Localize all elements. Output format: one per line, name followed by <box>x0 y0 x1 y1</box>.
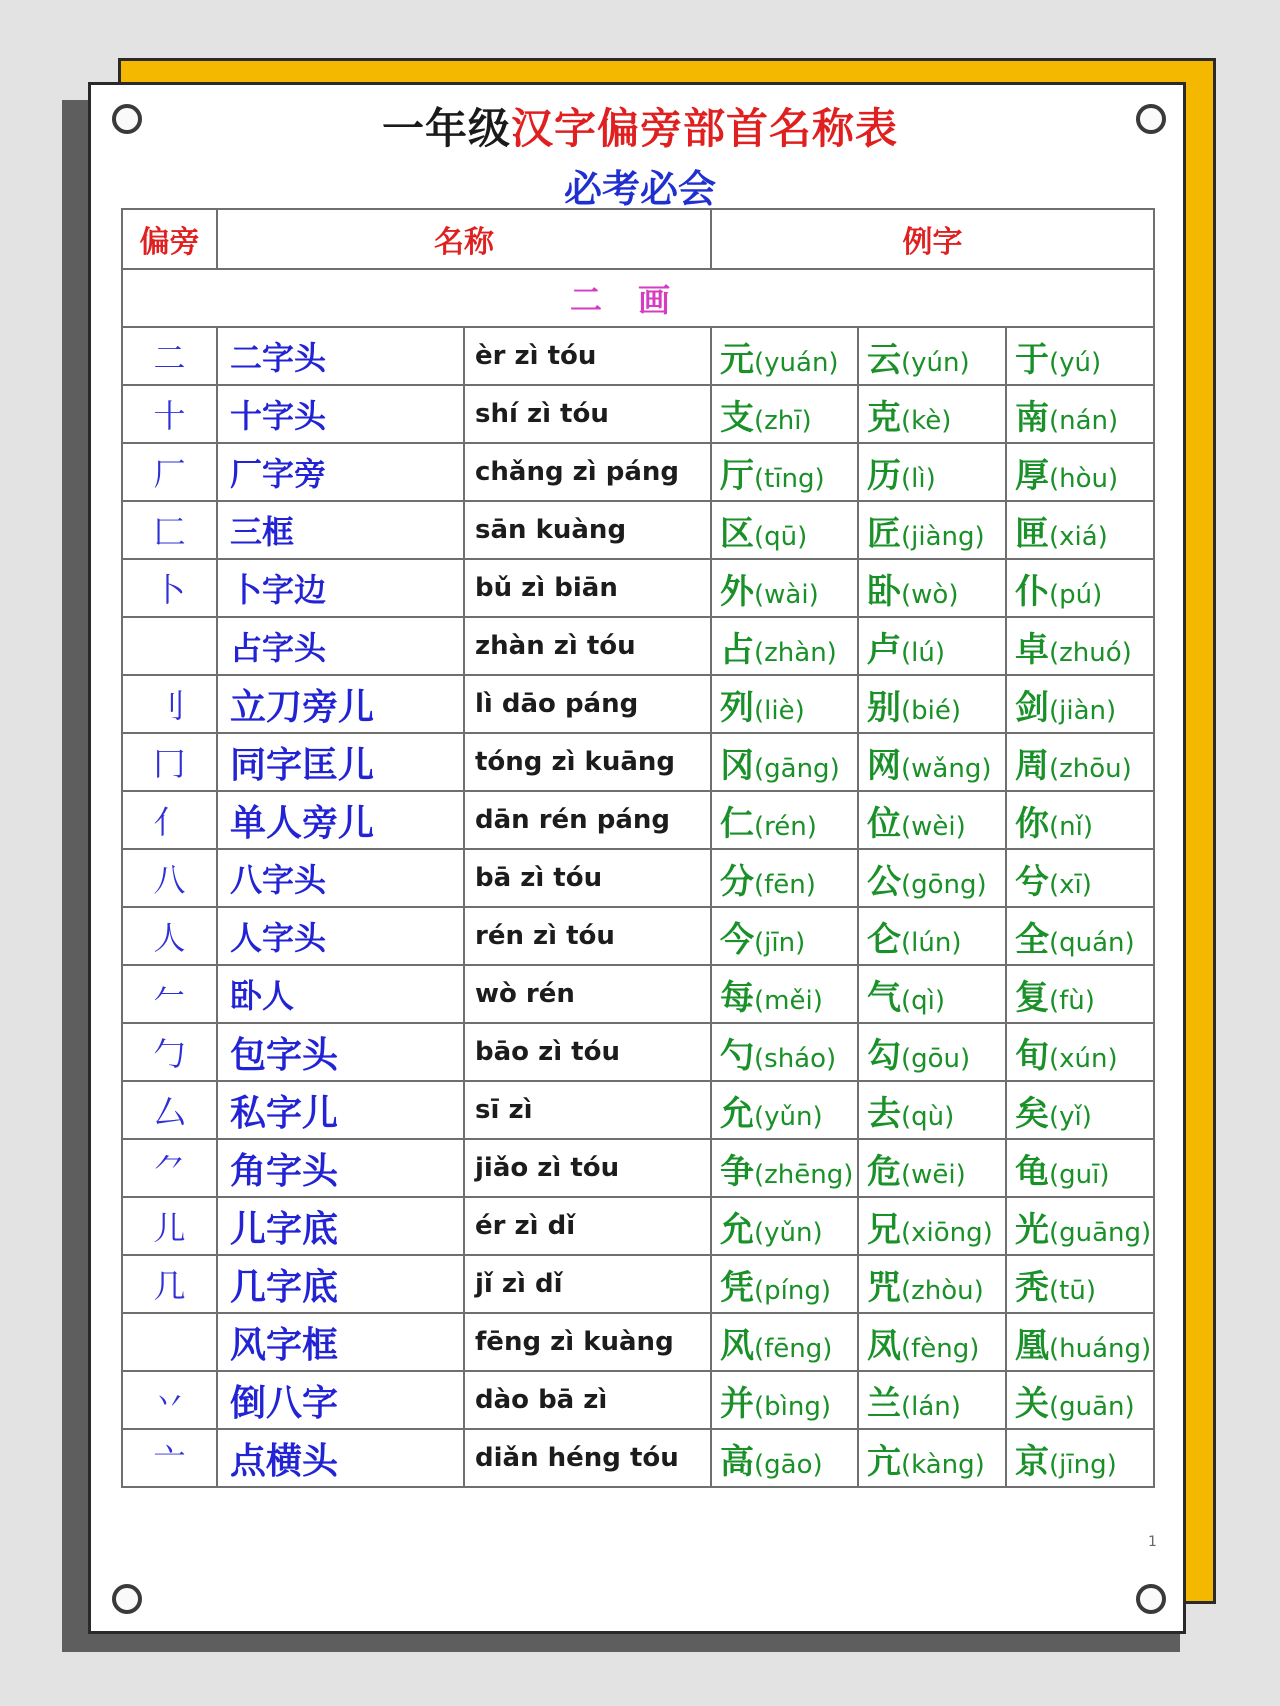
example-character: 分 <box>720 861 754 902</box>
example-cell <box>858 1429 1006 1487</box>
example-pinyin: (sháo) <box>754 1043 837 1074</box>
example-cell <box>711 1255 858 1313</box>
table-row <box>122 675 1154 733</box>
radical-name-cell: 八字头 <box>217 849 464 907</box>
example-pinyin: (zhēng) <box>754 1159 854 1190</box>
example-pinyin: (yún) <box>901 347 970 378</box>
example-character: 区 <box>720 513 754 554</box>
example-pinyin: (guī) <box>1049 1159 1110 1190</box>
example-character: 仆 <box>1015 571 1049 612</box>
radical-name-cell: 卜字边 <box>217 559 464 617</box>
example-character: 历 <box>867 455 901 496</box>
example-pinyin: (zhòu) <box>901 1275 984 1306</box>
radical-pinyin-cell: diǎn héng tóu <box>464 1429 711 1487</box>
radical-pinyin-cell: tóng zì kuāng <box>464 733 711 791</box>
example-pinyin: (guān) <box>1049 1391 1135 1422</box>
radical-name-cell: 三框 <box>217 501 464 559</box>
example-pinyin: (jīn) <box>754 927 806 958</box>
example-cell <box>1006 327 1154 385</box>
example-character: 周 <box>1015 745 1049 786</box>
example-character: 凰 <box>1015 1325 1049 1366</box>
example-character: 危 <box>867 1151 901 1192</box>
example-pinyin: (zhuó) <box>1049 637 1132 668</box>
radical-cell: 亠 <box>122 1429 217 1487</box>
example-pinyin: (zhàn) <box>754 637 837 668</box>
radical-name-cell: 卧人 <box>217 965 464 1023</box>
radical-pinyin-cell: jiǎo zì tóu <box>464 1139 711 1197</box>
example-character: 兰 <box>867 1383 901 1424</box>
radical-cell <box>122 617 217 675</box>
example-character: 厅 <box>720 455 754 496</box>
example-cell <box>711 791 858 849</box>
example-character: 争 <box>720 1151 754 1192</box>
example-cell <box>858 443 1006 501</box>
example-pinyin: (jiàn) <box>1049 695 1117 726</box>
example-character: 匣 <box>1015 513 1049 554</box>
example-cell <box>711 733 858 791</box>
example-cell <box>858 849 1006 907</box>
example-character: 于 <box>1015 339 1049 380</box>
radical-name-cell: 占字头 <box>217 617 464 675</box>
table-row <box>122 501 1154 559</box>
table-row <box>122 617 1154 675</box>
example-pinyin: (gāo) <box>754 1449 823 1480</box>
title-main: 汉字偏旁部首名称表 <box>511 104 899 153</box>
example-pinyin: (zhōu) <box>1049 753 1132 784</box>
example-cell <box>1006 1313 1154 1371</box>
header-name: 名称 <box>217 209 711 269</box>
table-row <box>122 1139 1154 1197</box>
radical-name-cell: 二字头 <box>217 327 464 385</box>
table-row <box>122 791 1154 849</box>
radical-cell: 卜 <box>122 559 217 617</box>
example-pinyin: (qū) <box>754 521 808 552</box>
example-pinyin: (lún) <box>901 927 962 958</box>
radical-cell: 匚 <box>122 501 217 559</box>
radical-pinyin-cell: sān kuàng <box>464 501 711 559</box>
radical-pinyin-cell: rén zì tóu <box>464 907 711 965</box>
radical-cell: 丷 <box>122 1371 217 1429</box>
example-character: 复 <box>1015 977 1049 1018</box>
table-row <box>122 965 1154 1023</box>
example-character: 并 <box>720 1383 754 1424</box>
example-cell <box>858 1023 1006 1081</box>
header-examples: 例字 <box>711 209 1154 269</box>
example-character: 克 <box>867 397 901 438</box>
example-pinyin: (yǐ) <box>1049 1101 1092 1132</box>
example-pinyin: (nán) <box>1049 405 1119 436</box>
example-cell <box>711 1429 858 1487</box>
radical-pinyin-cell: wò rén <box>464 965 711 1023</box>
table-row <box>122 327 1154 385</box>
example-cell <box>1006 965 1154 1023</box>
radical-cell: 厂 <box>122 443 217 501</box>
radical-cell: 厶 <box>122 1081 217 1139</box>
radical-pinyin-cell: lì dāo páng <box>464 675 711 733</box>
example-cell <box>1006 1429 1154 1487</box>
example-character: 外 <box>720 571 754 612</box>
example-character: 剑 <box>1015 687 1049 728</box>
example-cell <box>711 1313 858 1371</box>
example-cell <box>1006 501 1154 559</box>
example-character: 旬 <box>1015 1035 1049 1076</box>
example-pinyin: (liè) <box>754 695 805 726</box>
table-row <box>122 1023 1154 1081</box>
radical-cell: 八 <box>122 849 217 907</box>
example-character: 每 <box>720 977 754 1018</box>
example-cell <box>858 1081 1006 1139</box>
example-character: 秃 <box>1015 1267 1049 1308</box>
example-pinyin: (kàng) <box>901 1449 985 1480</box>
radical-cell: 儿 <box>122 1197 217 1255</box>
example-character: 你 <box>1015 803 1049 844</box>
example-character: 卓 <box>1015 629 1049 670</box>
example-character: 厚 <box>1015 455 1049 496</box>
binder-hole-icon <box>112 1584 142 1614</box>
example-cell <box>1006 617 1154 675</box>
radical-name-cell: 同字匡儿 <box>217 733 464 791</box>
table-row <box>122 1197 1154 1255</box>
example-pinyin: (měi) <box>754 985 823 1016</box>
example-character: 气 <box>867 977 901 1018</box>
page-mark: 1 <box>1148 1534 1157 1550</box>
example-cell <box>858 1139 1006 1197</box>
radical-pinyin-cell: chǎng zì páng <box>464 443 711 501</box>
example-character: 元 <box>720 339 754 380</box>
example-pinyin: (kè) <box>901 405 952 436</box>
example-pinyin: (tū) <box>1049 1275 1096 1306</box>
example-pinyin: (hòu) <box>1049 463 1119 494</box>
example-cell <box>711 907 858 965</box>
example-cell <box>858 1197 1006 1255</box>
example-character: 龟 <box>1015 1151 1049 1192</box>
page-subtitle: 必考必会 <box>563 167 716 211</box>
example-character: 南 <box>1015 397 1049 438</box>
example-cell <box>1006 907 1154 965</box>
example-pinyin: (fù) <box>1049 985 1095 1016</box>
example-pinyin: (quán) <box>1049 927 1135 958</box>
radical-name-cell: 立刀旁儿 <box>217 675 464 733</box>
table-row <box>122 1429 1154 1487</box>
example-character: 匠 <box>867 513 901 554</box>
example-cell <box>711 617 858 675</box>
example-character: 高 <box>720 1441 754 1482</box>
example-pinyin: (wèi) <box>901 811 966 842</box>
table-row <box>122 559 1154 617</box>
example-pinyin: (gāng) <box>754 753 840 784</box>
radical-pinyin-cell: jǐ zì dǐ <box>464 1255 711 1313</box>
example-character: 云 <box>867 339 901 380</box>
example-pinyin: (guāng) <box>1049 1217 1152 1248</box>
example-cell <box>858 501 1006 559</box>
example-cell <box>1006 1255 1154 1313</box>
example-character: 别 <box>867 687 901 728</box>
example-pinyin: (rén) <box>754 811 817 842</box>
radical-cell: 勹 <box>122 1023 217 1081</box>
table-row <box>122 907 1154 965</box>
example-pinyin: (píng) <box>754 1275 831 1306</box>
example-pinyin: (jiàng) <box>901 521 985 552</box>
example-character: 勾 <box>867 1035 901 1076</box>
radical-cell: 𠂉 <box>122 965 217 1023</box>
example-cell <box>858 791 1006 849</box>
example-cell <box>858 617 1006 675</box>
example-character: 位 <box>867 803 901 844</box>
example-character: 风 <box>720 1325 754 1366</box>
example-pinyin: (jīng) <box>1049 1449 1117 1480</box>
table-row <box>122 733 1154 791</box>
example-character: 卢 <box>867 629 901 670</box>
example-pinyin: (gōu) <box>901 1043 971 1074</box>
example-pinyin: (wǎng) <box>901 753 992 784</box>
example-cell <box>1006 675 1154 733</box>
radical-pinyin-cell: bǔ zì biān <box>464 559 711 617</box>
example-cell <box>1006 559 1154 617</box>
table-row <box>122 1255 1154 1313</box>
radical-name-cell: 点横头 <box>217 1429 464 1487</box>
radical-pinyin-cell: bāo zì tóu <box>464 1023 711 1081</box>
example-pinyin: (wài) <box>754 579 819 610</box>
section-label: 二画 <box>122 269 1154 327</box>
example-character: 冈 <box>720 745 754 786</box>
example-pinyin: (yǔn) <box>754 1217 823 1248</box>
radical-pinyin-cell: bā zì tóu <box>464 849 711 907</box>
example-pinyin: (gōng) <box>901 869 987 900</box>
example-character: 咒 <box>867 1267 901 1308</box>
example-cell <box>858 907 1006 965</box>
example-pinyin: (zhī) <box>754 405 812 436</box>
example-pinyin: (qù) <box>901 1101 955 1132</box>
example-character: 列 <box>720 687 754 728</box>
example-cell <box>858 733 1006 791</box>
section-row <box>122 269 1154 327</box>
example-cell <box>711 849 858 907</box>
example-pinyin: (xī) <box>1049 869 1092 900</box>
radical-name-cell: 角字头 <box>217 1139 464 1197</box>
example-cell <box>858 1255 1006 1313</box>
example-pinyin: (yú) <box>1049 347 1102 378</box>
example-character: 兮 <box>1015 861 1049 902</box>
example-character: 矣 <box>1015 1093 1049 1134</box>
example-character: 允 <box>720 1209 754 1250</box>
example-pinyin: (huáng) <box>1049 1333 1152 1364</box>
radical-name-cell: 几字底 <box>217 1255 464 1313</box>
radical-name-cell: 包字头 <box>217 1023 464 1081</box>
example-cell <box>1006 385 1154 443</box>
example-pinyin: (tīng) <box>754 463 825 494</box>
example-cell <box>1006 1139 1154 1197</box>
example-pinyin: (lán) <box>901 1391 961 1422</box>
example-cell <box>711 1023 858 1081</box>
radical-name-cell: 人字头 <box>217 907 464 965</box>
example-cell <box>1006 1081 1154 1139</box>
table-row <box>122 443 1154 501</box>
radical-pinyin-cell: zhàn zì tóu <box>464 617 711 675</box>
radical-pinyin-cell: ér zì dǐ <box>464 1197 711 1255</box>
example-pinyin: (xiá) <box>1049 521 1108 552</box>
radical-pinyin-cell: shí zì tóu <box>464 385 711 443</box>
radical-pinyin-cell: èr zì tóu <box>464 327 711 385</box>
example-character: 支 <box>720 397 754 438</box>
example-pinyin: (wò) <box>901 579 959 610</box>
table-row <box>122 1081 1154 1139</box>
example-character: 网 <box>867 745 901 786</box>
example-character: 仑 <box>867 919 901 960</box>
example-character: 全 <box>1015 919 1049 960</box>
example-character: 公 <box>867 861 901 902</box>
example-character: 卧 <box>867 571 901 612</box>
example-cell <box>711 327 858 385</box>
radical-name-cell: 风字框 <box>217 1313 464 1371</box>
example-pinyin: (yuán) <box>754 347 839 378</box>
radical-pinyin-cell: fēng zì kuàng <box>464 1313 711 1371</box>
example-pinyin: (qì) <box>901 985 946 1016</box>
example-character: 光 <box>1015 1209 1049 1250</box>
example-cell <box>1006 1023 1154 1081</box>
example-cell <box>1006 443 1154 501</box>
example-cell <box>1006 849 1154 907</box>
example-cell <box>858 385 1006 443</box>
example-cell <box>858 1313 1006 1371</box>
radical-name-cell: 厂字旁 <box>217 443 464 501</box>
radical-cell: 几 <box>122 1255 217 1313</box>
example-cell <box>711 385 858 443</box>
example-pinyin: (bié) <box>901 695 962 726</box>
example-cell <box>711 501 858 559</box>
example-cell <box>1006 1371 1154 1429</box>
radical-name-cell: 儿字底 <box>217 1197 464 1255</box>
table-row <box>122 849 1154 907</box>
radical-cell <box>122 1313 217 1371</box>
radical-name-cell: 倒八字 <box>217 1371 464 1429</box>
page-title <box>0 96 1280 156</box>
example-character: 占 <box>720 629 754 670</box>
example-cell <box>711 443 858 501</box>
example-character: 凭 <box>720 1267 754 1308</box>
radical-cell: 亻 <box>122 791 217 849</box>
radical-pinyin-cell: dān rén páng <box>464 791 711 849</box>
example-pinyin: (yǔn) <box>754 1101 823 1132</box>
radical-name-cell: 私字儿 <box>217 1081 464 1139</box>
table-row <box>122 385 1154 443</box>
example-character: 去 <box>867 1093 901 1134</box>
binder-hole-icon <box>1136 1584 1166 1614</box>
example-character: 勺 <box>720 1035 754 1076</box>
example-cell <box>1006 1197 1154 1255</box>
example-character: 关 <box>1015 1383 1049 1424</box>
table-row <box>122 1313 1154 1371</box>
radical-cell: 刂 <box>122 675 217 733</box>
example-pinyin: (bìng) <box>754 1391 831 1422</box>
example-pinyin: (lú) <box>901 637 945 668</box>
example-pinyin: (fēn) <box>754 869 816 900</box>
example-pinyin: (lì) <box>901 463 936 494</box>
example-cell <box>711 1081 858 1139</box>
example-cell <box>858 327 1006 385</box>
example-pinyin: (fēng) <box>754 1333 833 1364</box>
example-pinyin: (xiōng) <box>901 1217 993 1248</box>
example-cell <box>858 675 1006 733</box>
radical-pinyin-cell: dào bā zì <box>464 1371 711 1429</box>
example-character: 京 <box>1015 1441 1049 1482</box>
radical-name-cell: 单人旁儿 <box>217 791 464 849</box>
example-character: 今 <box>720 919 754 960</box>
example-cell <box>1006 791 1154 849</box>
example-cell <box>711 675 858 733</box>
example-cell <box>858 1371 1006 1429</box>
example-cell <box>711 1371 858 1429</box>
example-character: 凤 <box>867 1325 901 1366</box>
example-character: 兄 <box>867 1209 901 1250</box>
example-pinyin: (pú) <box>1049 579 1103 610</box>
radical-cell: 冂 <box>122 733 217 791</box>
title-prefix: 一年级 <box>381 104 511 153</box>
example-cell <box>1006 733 1154 791</box>
example-character: 仁 <box>720 803 754 844</box>
example-cell <box>858 965 1006 1023</box>
example-cell <box>858 559 1006 617</box>
example-cell <box>711 965 858 1023</box>
header-radical: 偏旁 <box>122 209 217 269</box>
example-pinyin: (nǐ) <box>1049 811 1093 842</box>
table-header-row <box>122 209 1154 269</box>
radical-table <box>121 208 1155 1488</box>
example-pinyin: (xún) <box>1049 1043 1118 1074</box>
example-cell <box>711 1139 858 1197</box>
example-character: 允 <box>720 1093 754 1134</box>
example-pinyin: (wēi) <box>901 1159 966 1190</box>
radical-pinyin-cell: sī zì <box>464 1081 711 1139</box>
table-row <box>122 1371 1154 1429</box>
example-cell <box>711 559 858 617</box>
radical-cell: 人 <box>122 907 217 965</box>
radical-cell: 二 <box>122 327 217 385</box>
radical-name-cell: 十字头 <box>217 385 464 443</box>
example-character: 亢 <box>867 1441 901 1482</box>
radical-cell: 十 <box>122 385 217 443</box>
example-cell <box>711 1197 858 1255</box>
example-pinyin: (fèng) <box>901 1333 980 1364</box>
radical-cell: ⺈ <box>122 1139 217 1197</box>
